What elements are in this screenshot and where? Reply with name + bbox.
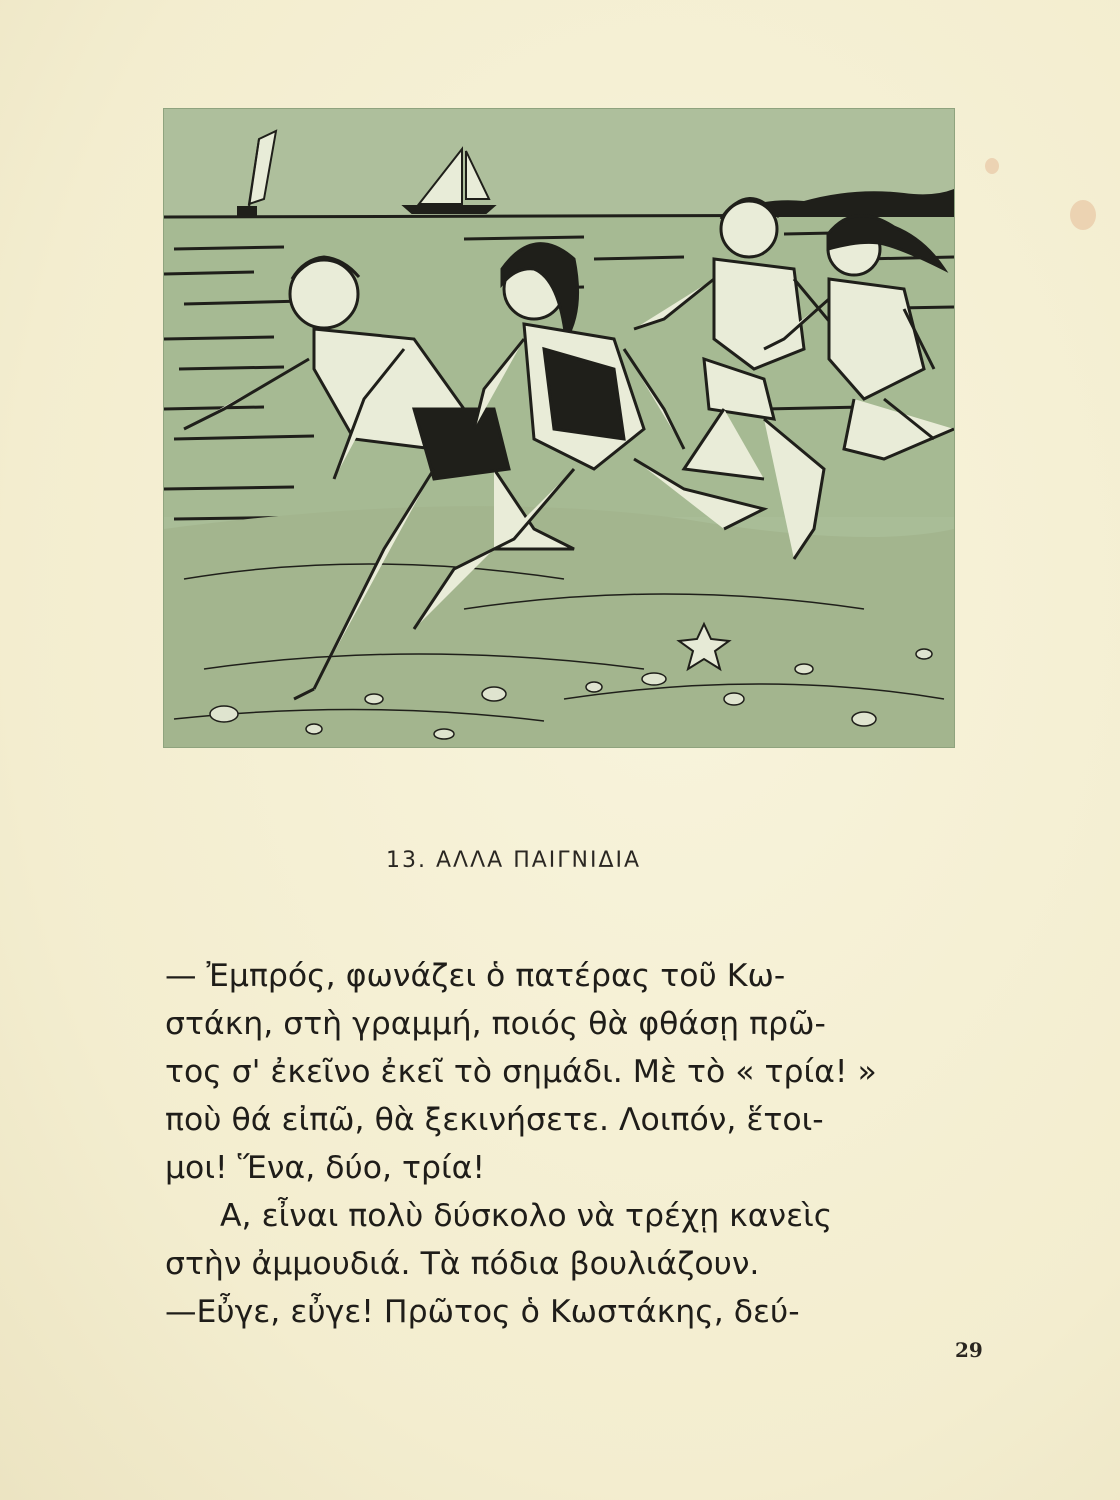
text-line: — Ἐμπρός, φωνάζει ὁ πατέρας τοῦ Κω-: [165, 958, 786, 994]
illustration-drawing: [164, 109, 954, 747]
chapter-heading: [386, 848, 641, 873]
text-line: μοι! Ἕνα, δύο, τρία!: [165, 1150, 486, 1186]
chapter-number: 13.: [386, 848, 427, 873]
beach-race-illustration: [163, 108, 955, 748]
story-paragraph: [165, 952, 965, 1336]
text-line: στάκη, στὴ γραμμή, ποιός θὰ φθάσῃ πρῶ-: [165, 1006, 826, 1042]
text-line: ποὺ θά εἰπῶ, θὰ ξεκινήσετε. Λοιπόν, ἕτοι-: [165, 1102, 824, 1138]
text-line: —Εὖγε, εὖγε! Πρῶτος ὁ Κωστάκης, δεύ-: [165, 1294, 800, 1330]
chapter-title: ΑΛΛΑ ΠΑΙΓΝΙΔΙΑ: [436, 848, 642, 873]
page-number: 29: [955, 1338, 983, 1362]
page-stain: [1070, 200, 1096, 230]
text-line: τος σ' ἐκεῖνο ἐκεῖ τὸ σημάδι. Μὲ τὸ « τρία! »: [165, 1054, 877, 1090]
page-stain: [985, 158, 999, 174]
text-line: Α, εἶναι πολὺ δύσκολο νὰ τρέχῃ κανεὶς: [220, 1198, 833, 1234]
text-line: στὴν ἀμμουδιά. Τὰ πόδια βουλιάζουν.: [165, 1246, 760, 1282]
